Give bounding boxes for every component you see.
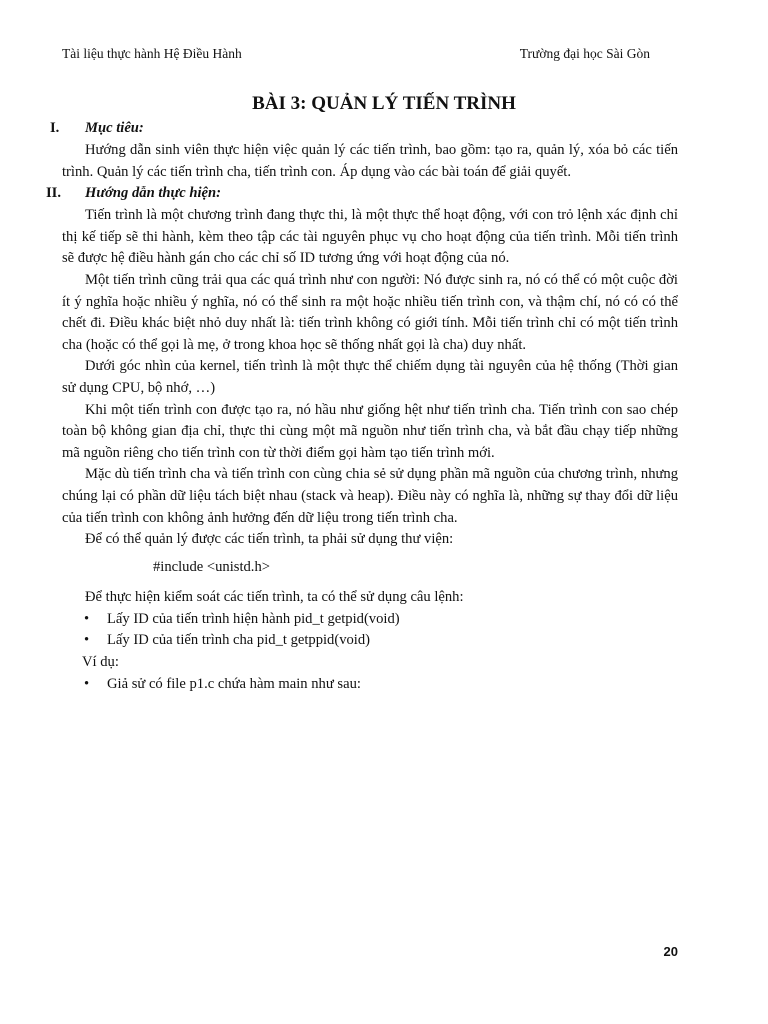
section-number: II. bbox=[46, 185, 62, 202]
section-heading-objectives bbox=[50, 118, 678, 140]
bullet-icon: • bbox=[84, 610, 90, 627]
section-heading-instructions bbox=[46, 183, 678, 205]
paragraph: Dưới góc nhìn của kernel, tiến trình là một thực thể chiếm dụng tài nguyên của hệ thống (Thời gian sử dụng CPU, bộ nhớ, …) bbox=[62, 358, 678, 396]
page-title: BÀI 3: QUẢN LÝ TIẾN TRÌNH bbox=[252, 93, 516, 114]
header-right: Trường đại học Sài Gòn bbox=[519, 46, 650, 61]
list-item bbox=[62, 609, 678, 631]
header-left: Tài liệu thực hành Hệ Điều Hành bbox=[62, 46, 242, 61]
section-number: I. bbox=[50, 120, 60, 136]
paragraph: Một tiến trình cũng trải qua các quá trình như con người: Nó được sinh ra, nó có thể có một cuộc đời ít ý nghĩa hoặc nhiều ý nghĩa, nó có thể sinh ra một hoặc nhiều tiến trình con, và thậm chí, nó có có thể chết đi. Điều khác biệt nhỏ duy nhất là: tiến trình không có giới tính. Mỗi tiến trình chỉ có một tiến trình cha (hoặc có thể gọi là mẹ, ở trong khoa học sẽ thống nhất gọi là cha) duy nhất. bbox=[62, 271, 678, 353]
paragraph: Hướng dẫn sinh viên thực hiện việc quản lý các tiến trình, bao gồm: tạo ra, quản lý, xóa bỏ các tiến trình. Quản lý các tiến trình cha, tiến trình con. Áp dụng vào các bài toán để giải quyết. bbox=[62, 142, 678, 180]
list-item bbox=[62, 630, 678, 652]
paragraph: Khi một tiến trình con được tạo ra, nó hầu như giống hệt như tiến trình cha. Tiến trình con sao chép toàn bộ không gian địa chỉ, thực thi cùng một mã nguồn như tiến trình cha, và bắt đầu chạy tiếp những mã nguồn riêng cho tiến trình con từ thời điểm gọi hàm tạo tiến trình mới. bbox=[62, 401, 678, 461]
section-title: Hướng dẫn thực hiện: bbox=[85, 185, 222, 202]
paragraph: Tiến trình là một chương trình đang thực thi, là một thực thể hoạt động, với con trỏ lệnh xác định chỉ thị kế tiếp sẽ thi hành, kèm theo tập các tài nguyên phục vụ cho hoạt động của tiến trình. Mỗi tiến trình sẽ được hệ điều hành gán cho các chỉ số ID tương ứng với hoạt động của nó. bbox=[62, 207, 678, 267]
paragraph: Để thực hiện kiểm soát các tiến trình, ta có thể sử dụng câu lệnh: bbox=[85, 589, 464, 606]
list-item-text: Lấy ID của tiến trình cha pid_t getppid(void) bbox=[107, 632, 371, 649]
document-body bbox=[46, 118, 678, 695]
list-item-text: Lấy ID của tiến trình hiện hành pid_t getpid(void) bbox=[107, 610, 400, 627]
code-include: #include <unistd.h> bbox=[153, 558, 270, 575]
bullet-icon: • bbox=[84, 632, 90, 649]
paragraph: Để có thể quản lý được các tiến trình, ta phải sử dụng thư viện: bbox=[85, 531, 454, 548]
paragraph: Mặc dù tiến trình cha và tiến trình con cùng chia sẻ sử dụng phần mã nguồn của chương trình, nhưng chúng lại có phần dữ liệu tách biệt nhau (stack và heap). Điều này có nghĩa là, những sự thay đổi dữ liệu của tiến trình con không ảnh hưởng đến dữ liệu trong tiến trình cha. bbox=[62, 466, 678, 526]
example-label: Ví dụ: bbox=[82, 654, 119, 671]
list-item-text: Giả sử có file p1.c chứa hàm main như sau: bbox=[107, 675, 361, 692]
bullet-icon: • bbox=[84, 675, 90, 692]
list-item bbox=[62, 674, 678, 696]
page-number: 20 bbox=[663, 944, 678, 959]
section-title: Mục tiêu: bbox=[85, 120, 144, 136]
